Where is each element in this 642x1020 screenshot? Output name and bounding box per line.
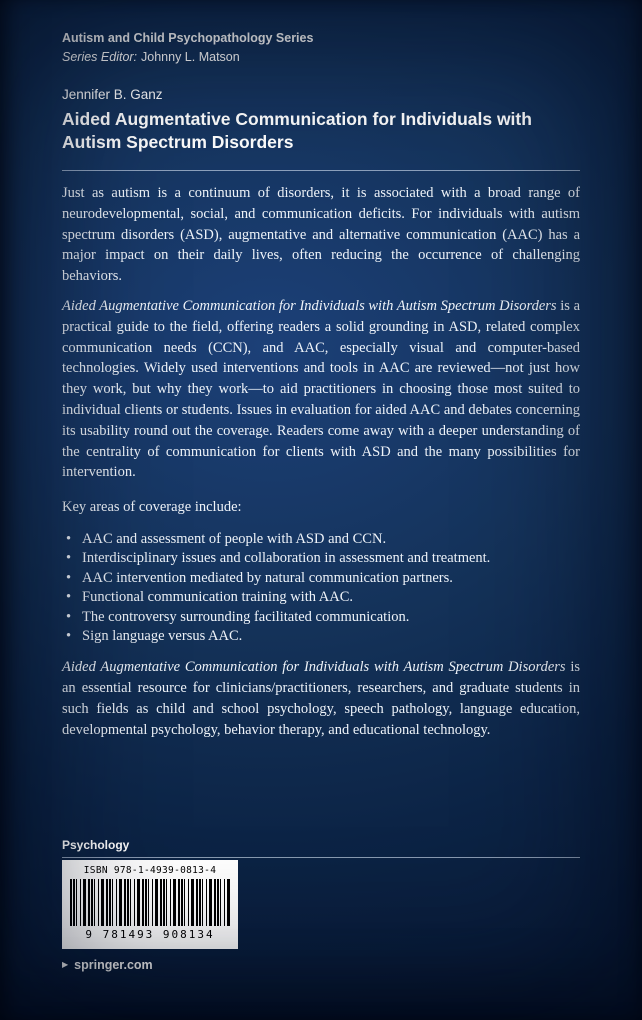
isbn-digits: 9 781493 908134 (85, 928, 215, 941)
springer-site-link[interactable]: springer.com (74, 958, 153, 972)
series-editor-label: Series Editor: (62, 50, 138, 64)
list-item: • AAC intervention mediated by natural communication partners. (62, 569, 580, 588)
cover-footer (62, 838, 580, 972)
key-areas-list (62, 530, 580, 646)
isbn-label: ISBN 978-1-4939-0813-4 (83, 865, 217, 876)
paragraph-audience-title-italic: Aided Augmentative Communication for Individuals with Autism Spectrum Disorders (62, 659, 566, 676)
list-item: • Functional communication training with AAC. (62, 588, 580, 607)
paragraph-intro: Just as autism is a continuum of disorders, it is associated with a broad range of neurodevelopmental, social, and communication deficits. For individuals with autism spectrum disorders (ASD), augmentative and alternative communication (AAC) has a major impact on their daily lives, often reducing the occurrence of challenging behaviors. (62, 185, 580, 285)
list-item: • Interdisciplinary issues and collaboration in assessment and treatment. (62, 549, 580, 568)
list-item: • AAC and assessment of people with ASD and CCN. (62, 530, 580, 549)
paragraph-description-rest: is a practical guide to the field, offering readers a solid grounding in ASD, related complex communication needs (CCN), and AAC, especially visual and computer-based technologies. Widely used interventions and tools in AAC are reviewed—not just how they work, but why they work—to aid practitioners in choosing those most suited to individual clients or students. Issues in evaluation for aided AAC and debates concerning its usability round out the coverage. Readers come away with a deeper understanding of the centrality of communication for clients with ASD and the many possibilities for intervention. (62, 297, 581, 481)
list-item: • Sign language versus AAC. (62, 627, 580, 646)
paragraph-audience-rest: is an essential resource for clinicians/practitioners, researchers, and graduate students in such fields as child and school psychology, speech pathology, language education, developmental psychology, behavior therapy, and educational technology. (62, 659, 580, 738)
isbn-barcode (62, 860, 238, 949)
series-editor (62, 49, 580, 65)
category-label: Psychology (62, 838, 130, 852)
barcode-bars-icon (70, 879, 230, 926)
book-title: Aided Augmentative Communication for Individuals with Autism Spectrum Disorders (62, 109, 532, 152)
key-areas-heading: Key areas of coverage include: (62, 499, 242, 516)
series-name: Autism and Child Psychopathology Series (62, 31, 314, 45)
footer-divider (62, 857, 580, 858)
back-cover-text (62, 183, 580, 741)
springer-arrow-icon: ▶ (62, 960, 69, 969)
paragraph-description (62, 296, 580, 483)
list-item: • The controversy surrounding facilitated communication. (62, 608, 580, 627)
paragraph-description-title-italic: Aided Augmentative Communication for Individuals with Autism Spectrum Disorders (62, 297, 557, 314)
series-editor-name: Johnny L. Matson (141, 50, 240, 64)
paragraph-audience (62, 657, 580, 740)
publisher-link-row (62, 958, 580, 972)
top-divider (62, 170, 580, 171)
author-name: Jennifer B. Ganz (62, 87, 163, 102)
